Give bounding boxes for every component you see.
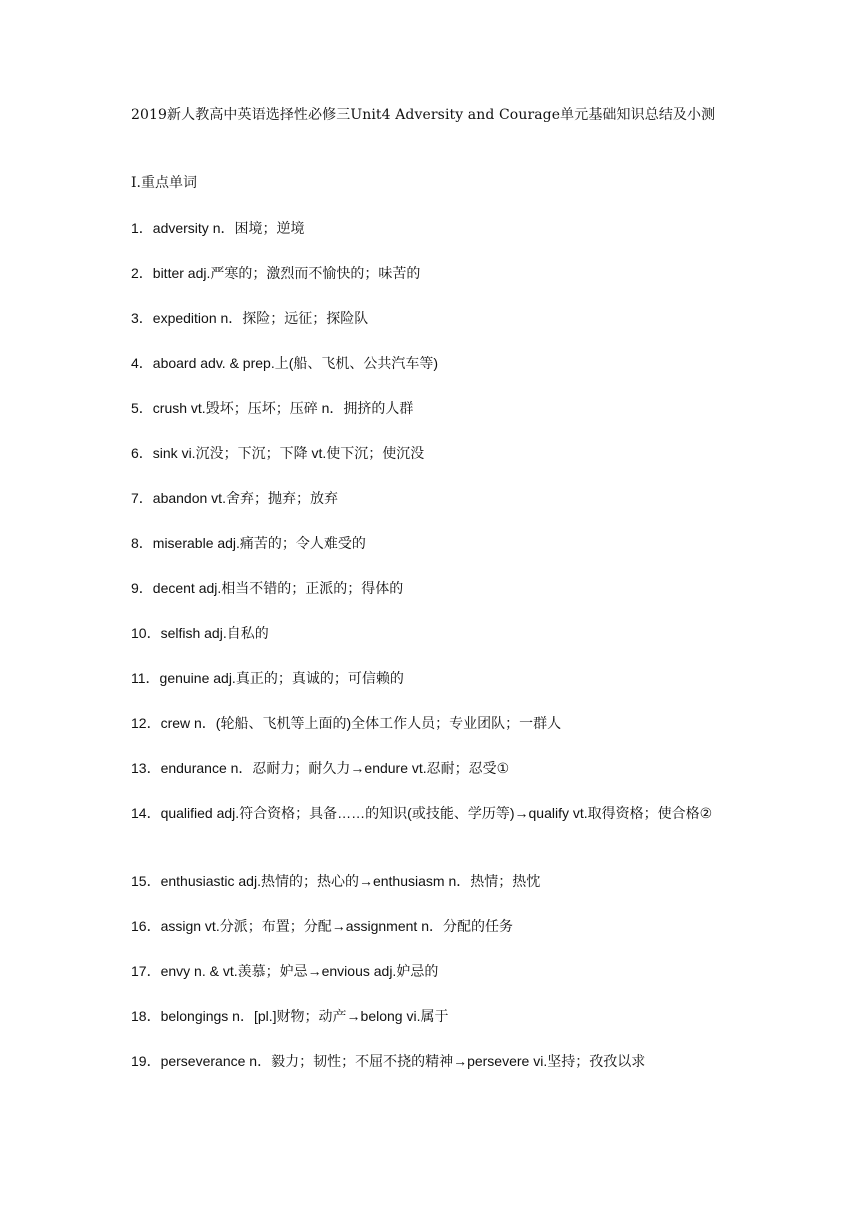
vocab-item-18: 18．belongings n．[pl.]财物；动产→belong vi.属于 [131,1008,449,1024]
vocab-item-1: 1．adversity n．困境；逆境 [131,220,305,236]
vocab-item-6: 6．sink vi.沉没；下沉；下降 vt.使下沉；使沉没 [131,445,425,461]
vocab-item-13: 13．endurance n．忍耐力；耐久力→endure vt.忍耐；忍受① [131,760,510,776]
section-heading: Ⅰ.重点单词 [131,175,197,191]
vocab-item-15: 15．enthusiastic adj.热情的；热心的→enthusiasm n．热情；热忱 [131,873,541,889]
vocab-item-4: 4．aboard adv. & prep.上(船、飞机、公共汽车等) [131,355,439,371]
vocab-item-7: 7．abandon vt.舍弃；抛弃；放弃 [131,490,338,506]
vocab-item-17: 17．envy n. & vt.羡慕；妒忌→envious adj.妒忌的 [131,963,439,979]
vocab-item-14: 14．qualified adj.符合资格；具备……的知识(或技能、学历等)→qualify vt.取得资格；使合格② [131,805,713,821]
vocab-item-11: 11．genuine adj.真正的；真诚的；可信赖的 [131,670,404,686]
vocab-item-9: 9．decent adj.相当不错的；正派的；得体的 [131,580,404,596]
vocab-item-8: 8．miserable adj.痛苦的；令人难受的 [131,535,366,551]
vocab-item-16: 16．assign vt.分派；布置；分配→assignment n．分配的任务 [131,918,513,934]
document-title: 2019新人教高中英语选择性必修三Unit4 Adversity and Courage单元基础知识总结及小测 [131,107,716,123]
vocab-item-19: 19．perseverance n．毅力；韧性；不屈不挠的精神→persevere vi.坚持；孜孜以求 [131,1053,646,1069]
vocab-item-12: 12．crew n．(轮船、飞机等上面的)全体工作人员；专业团队；一群人 [131,715,562,731]
vocab-item-5: 5．crush vt.毁坏；压坏；压碎 n．拥挤的人群 [131,400,414,416]
vocab-item-3: 3．expedition n．探险；远征；探险队 [131,310,369,326]
vocab-item-10: 10．selfish adj.自私的 [131,625,269,641]
vocab-item-2: 2．bitter adj.严寒的；激烈而不愉快的；味苦的 [131,265,421,281]
